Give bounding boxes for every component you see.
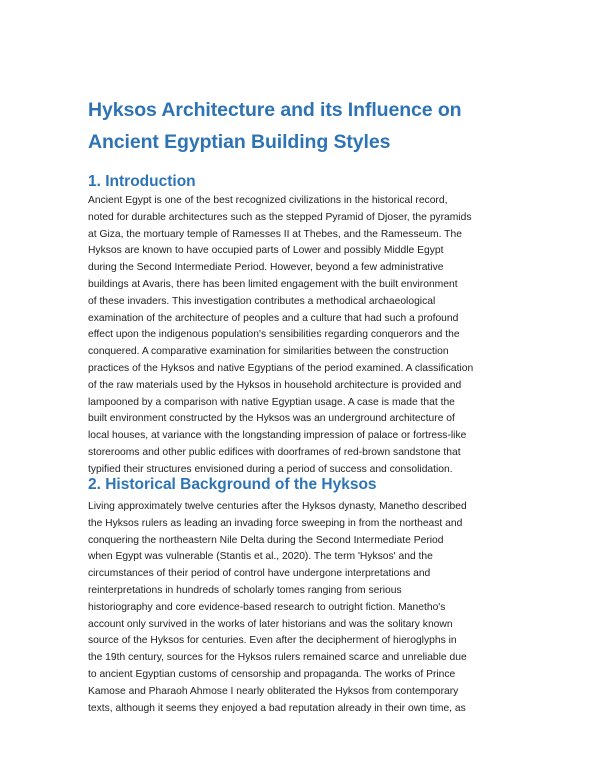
text-line: built environment constructed by the Hyksos was an underground architecture of bbox=[88, 413, 455, 425]
text-line: account only survived in the works of later historians and was the solitary known bbox=[88, 618, 453, 630]
text-line: to ancient Egyptian customs of censorship and propaganda. The works of Prince bbox=[88, 668, 456, 680]
text-line: source of the Hyksos for centuries. Even after the decipherment of hieroglyphs in bbox=[88, 635, 457, 647]
document-title bbox=[88, 94, 528, 158]
historical-background-paragraph bbox=[88, 499, 528, 717]
text-line: Living approximately twelve centuries after the Hyksos dynasty, Manetho described bbox=[88, 501, 467, 512]
text-line: of these invaders. This investigation contributes a methodical archaeological bbox=[88, 295, 436, 307]
title-line: Ancient Egyptian Building Styles bbox=[88, 131, 391, 153]
text-line: buildings at Avaris, there has been limited engagement with the built environment bbox=[88, 278, 458, 290]
text-line: examination of the architecture of peoples and a culture that had such a profound bbox=[88, 312, 459, 324]
section-heading-historical-background: 2. Historical Background of the Hyksos bbox=[88, 476, 377, 493]
text-line: historiography and core evidence-based research to outright fiction. Manetho's bbox=[88, 601, 446, 613]
title-line: Hyksos Architecture and its Influence on bbox=[88, 99, 462, 121]
text-line: Ancient Egypt is one of the best recognized civilizations in the historical record, bbox=[88, 195, 448, 206]
text-line: when Egypt was vulnerable (Stantis et al., 2020). The term 'Hyksos' and the bbox=[88, 551, 433, 563]
text-line: typified their structures envisioned during a period of success and consolidation. bbox=[88, 463, 453, 475]
text-line: Kamose and Pharaoh Ahmose I nearly obliterated the Hyksos from contemporary bbox=[88, 685, 459, 697]
text-line: circumstances of their period of control have undergone interpretations and bbox=[88, 568, 431, 580]
text-line: the Hyksos rulers as leading an invading force sweeping in from the northeast and bbox=[88, 517, 463, 529]
section-heading-introduction: 1. Introduction bbox=[88, 173, 196, 190]
text-line: practices of the Hyksos and native Egyptians of the period examined. A classification bbox=[88, 362, 474, 374]
text-line: conquered. A comparative examination for similarities between the construction bbox=[88, 346, 449, 358]
text-line: at Giza, the mortuary temple of Ramesses II at Thebes, and the Ramesseum. The bbox=[88, 228, 462, 240]
text-line: storerooms and other public edifices with doorframes of red-brown sandstone that bbox=[88, 446, 461, 458]
text-line: effect upon the indigenous population's sensibilities regarding conquerors and the bbox=[88, 329, 460, 341]
text-line: Hyksos are known to have occupied parts of Lower and possibly Middle Egypt bbox=[88, 245, 444, 257]
text-line: conquering the northeastern Nile Delta during the Second Intermediate Period bbox=[88, 534, 444, 546]
text-line: the 19th century, sources for the Hyksos rulers remained scarce and unreliable due bbox=[88, 652, 467, 664]
text-line: lampooned by a comparison with native Egyptian usage. A case is made that the bbox=[88, 396, 455, 408]
introduction-paragraph bbox=[88, 193, 528, 479]
text-line: local houses, at variance with the longstanding impression of palace or fortress-like bbox=[88, 430, 467, 442]
text-line: noted for durable architectures such as the stepped Pyramid of Djoser, the pyramids bbox=[88, 211, 472, 223]
text-line: reinterpretations in hundreds of scholarly tomes ranging from serious bbox=[88, 584, 402, 596]
text-line: texts, although it seems they enjoyed a bad reputation already in their own time, as bbox=[88, 702, 466, 714]
text-line: of the raw materials used by the Hyksos in household architecture is provided and bbox=[88, 379, 462, 391]
text-line: during the Second Intermediate Period. However, beyond a few administrative bbox=[88, 262, 444, 274]
